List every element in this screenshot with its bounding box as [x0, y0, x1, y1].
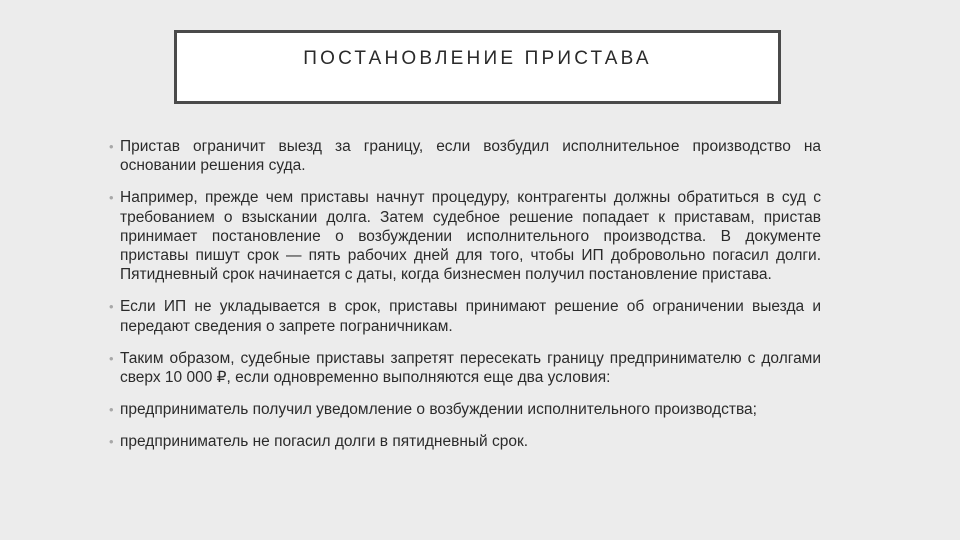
bullet-marker: • [109, 299, 114, 315]
bullet-text: Таким образом, судебные приставы запретят пересекать границу предпринимателю с долгами сверх 10 000 ₽, если одновременно выполняются еще два условия: [120, 349, 821, 387]
bullet-item [109, 188, 821, 284]
slide-content [109, 137, 821, 465]
bullet-marker: • [109, 434, 114, 450]
bullet-marker: • [109, 350, 114, 366]
slide-title: ПОСТАНОВЛЕНИЕ ПРИСТАВА [303, 48, 652, 69]
bullet-marker: • [109, 139, 114, 154]
slide-title-box [174, 30, 781, 104]
bullet-text: предприниматель не погасил долги в пятидневный срок. [120, 433, 529, 451]
bullet-item [109, 432, 821, 451]
bullet-text: Если ИП не укладывается в срок, приставы принимают решение об ограничении выезда и передают сведения о запрете пограничникам. [120, 298, 821, 335]
bullet-item [109, 400, 821, 419]
bullet-item [109, 297, 821, 335]
bullet-item [109, 349, 821, 387]
bullet-marker: • [109, 190, 114, 206]
bullet-text: предприниматель получил уведомление о возбуждении исполнительного производства; [120, 401, 757, 419]
bullet-marker: • [109, 402, 114, 418]
bullet-text: Пристав ограничит выезд за границу, если возбудил исполнительное производство на основании решения суда. [120, 138, 821, 175]
bullet-item [109, 137, 821, 175]
bullet-text: Например, прежде чем приставы начнут процедуру, контрагенты должны обратиться в суд с требованием о взыскании долга. Затем судебное решение попадает к приставам, пристав принимает постановление о возбуждении исполнительного производства. В документе приставы пишут срок — пять рабочих дней для того, чтобы ИП добровольно погасил долги. Пятидневный срок начинается с даты, когда бизнесмен получил постановление пристава. [120, 189, 821, 284]
